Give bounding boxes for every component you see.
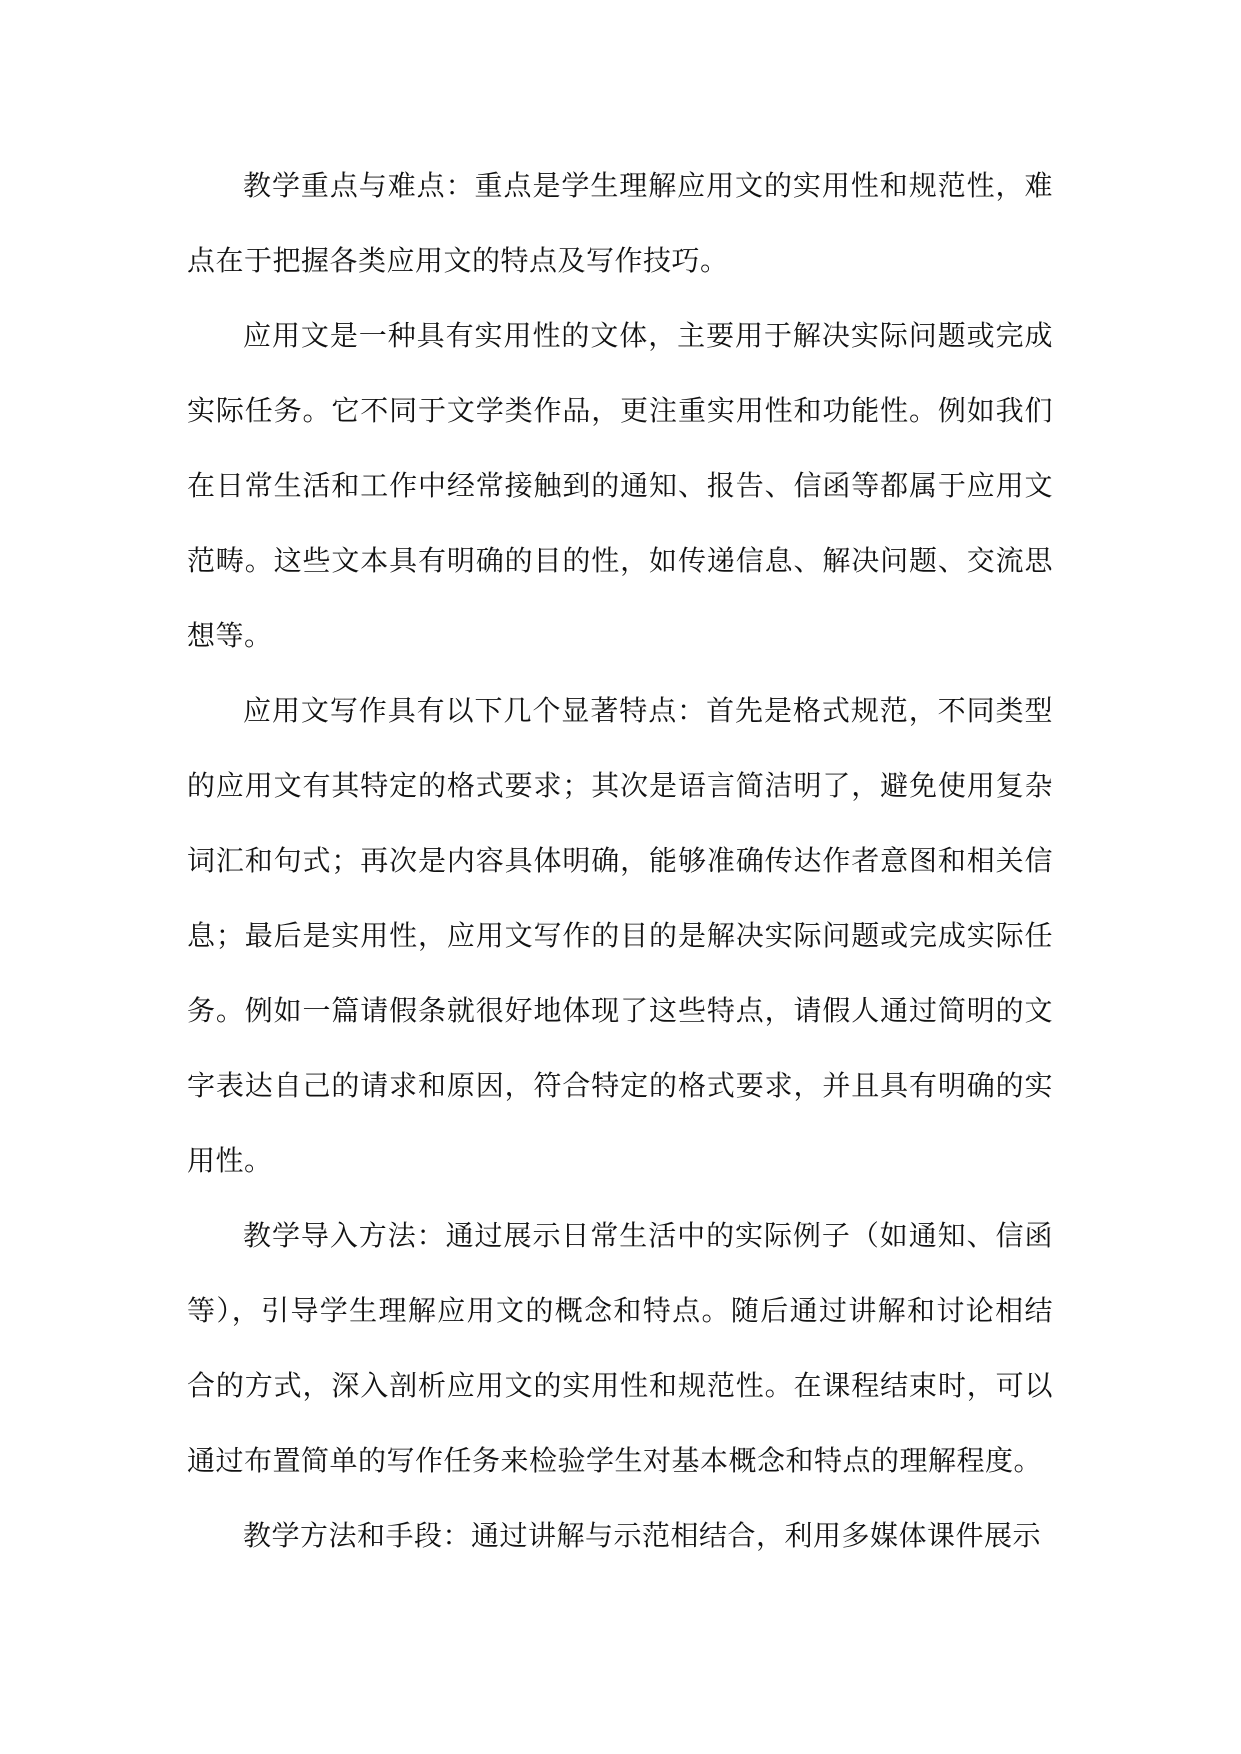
paragraph-key-points: 教学重点与难点：重点是学生理解应用文的实用性和规范性，难点在于把握各类应用文的特点及写作技巧。 <box>187 169 1053 277</box>
paragraph-teaching-methods: 教学方法和手段：通过讲解与示范相结合，利用多媒体课件展示 <box>243 1519 1042 1552</box>
paragraph-introduction-method: 教学导入方法：通过展示日常生活中的实际例子（如通知、信函等），引导学生理解应用文的概念和特点。随后通过讲解和讨论相结合的方式，深入剖析应用文的实用性和规范性。在课程结束时，可以通过布置简单的写作任务来检验学生对基本概念和特点的理解程度。 <box>187 1219 1053 1477</box>
document-body <box>187 148 1053 1573</box>
paragraph-definition: 应用文是一种具有实用性的文体，主要用于解决实际问题或完成实际任务。它不同于文学类作品，更注重实用性和功能性。例如我们在日常生活和工作中经常接触到的通知、报告、信函等都属于应用文范畴。这些文本具有明确的目的性，如传递信息、解决问题、交流思想等。 <box>187 319 1053 652</box>
paragraph-features: 应用文写作具有以下几个显著特点：首先是格式规范，不同类型的应用文有其特定的格式要求；其次是语言简洁明了，避免使用复杂词汇和句式；再次是内容具体明确，能够准确传达作者意图和相关信息；最后是实用性，应用文写作的目的是解决实际问题或完成实际任务。例如一篇请假条就很好地体现了这些特点，请假人通过简明的文字表达自己的请求和原因，符合特定的格式要求，并且具有明确的实用性。 <box>187 694 1053 1177</box>
